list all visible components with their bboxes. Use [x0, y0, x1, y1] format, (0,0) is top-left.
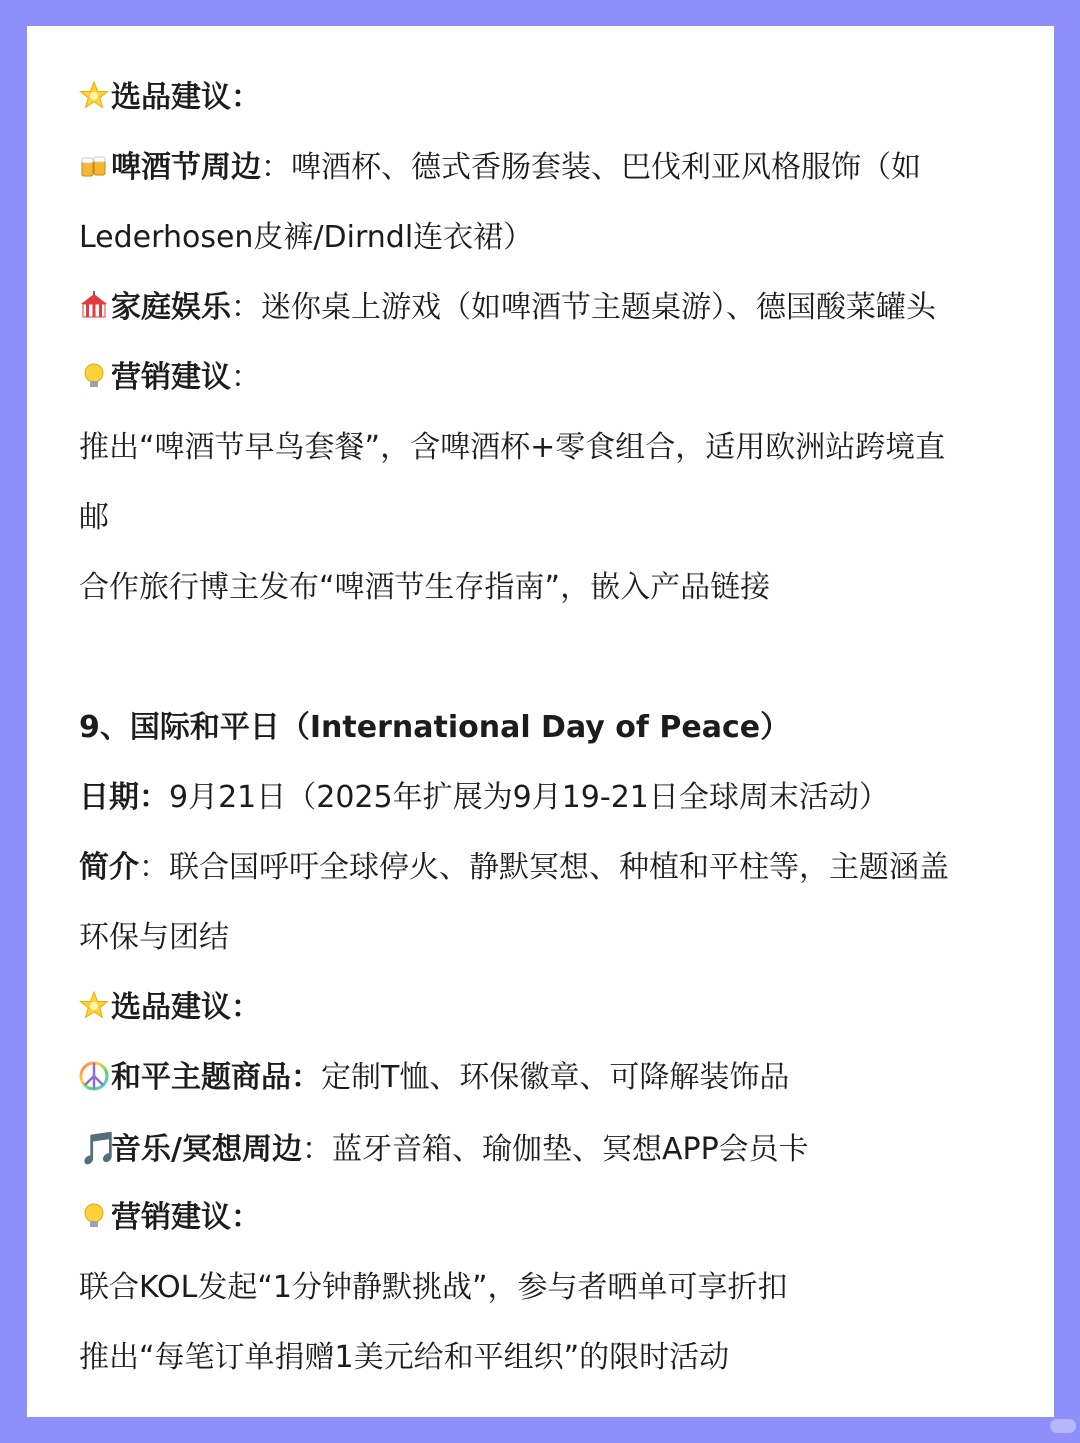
- intro-line: [79, 843, 949, 893]
- watermark-badge: [1050, 1419, 1076, 1433]
- marketing-item-1: 推出“啤酒节早鸟套餐”，含啤酒杯+零食组合，适用欧洲站跨境直: [79, 430, 946, 465]
- content-card: [27, 26, 1054, 1417]
- music-meditation-text: ：蓝牙音箱、瑜伽垫、冥想APP会员卡: [301, 1132, 809, 1167]
- marketing-heading-b: [79, 1193, 261, 1243]
- peace-products-text: 定制T恤、环保徽章、可降解装饰品: [321, 1060, 790, 1095]
- intro-label: 简介: [79, 850, 139, 885]
- beer-peripherals-cont: Lederhosen皮裤/Dirndl连衣裙）: [79, 220, 534, 255]
- selection-heading-b: [79, 983, 261, 1033]
- glowing-star-icon: [79, 991, 109, 1021]
- beer-peripherals-text: ：啤酒杯、德式香肠套装、巴伐利亚风格服饰（如: [261, 150, 921, 185]
- marketing-item-1-cont: 邮: [79, 500, 109, 535]
- glowing-star-icon: [79, 81, 109, 111]
- peace-products-label: 和平主题商品：: [111, 1060, 321, 1095]
- date-label: 日期：: [79, 780, 169, 815]
- date-text: 9月21日（2025年扩展为9月19-21日全球周末活动）: [169, 780, 889, 815]
- beer-peripherals-label: 啤酒节周边: [111, 150, 261, 185]
- intro-text: ：联合国呼吁全球停火、静默冥想、种植和平柱等，主题涵盖: [139, 850, 949, 885]
- section-title: 9、国际和平日（International Day of Peace）: [79, 710, 791, 745]
- light-bulb-icon: [79, 1201, 109, 1231]
- selection-heading-text: 选品建议：: [111, 80, 261, 115]
- light-bulb-icon: [79, 361, 109, 391]
- marketing-heading-b-text: 营销建议：: [111, 1200, 261, 1235]
- family-entertainment-label: 家庭娱乐: [111, 290, 231, 325]
- family-entertainment-line: [79, 283, 936, 333]
- marketing-heading-text: 营销建议: [111, 360, 231, 395]
- music-note-icon: 🎵: [79, 1129, 119, 1167]
- marketing-heading-colon: ：: [231, 360, 261, 395]
- family-entertainment-text: ：迷你桌上游戏（如啤酒节主题桌游）、德国酸菜罐头: [231, 290, 936, 325]
- beer-mugs-icon: [79, 151, 109, 181]
- circus-tent-icon: [79, 291, 109, 321]
- intro-cont: 环保与团结: [79, 920, 229, 955]
- marketing-b-item-2: 推出“每笔订单捐赠1美元给和平组织”的限时活动: [79, 1340, 730, 1375]
- peace-products-line: [79, 1053, 789, 1103]
- beer-peripherals-line: [79, 143, 921, 193]
- marketing-item-2: 合作旅行博主发布“啤酒节生存指南”，嵌入产品链接: [79, 570, 771, 605]
- date-line: [79, 773, 889, 823]
- peace-symbol-icon: [79, 1061, 109, 1091]
- selection-heading-a: [79, 73, 261, 123]
- marketing-b-item-1: 联合KOL发起“1分钟静默挑战”，参与者晒单可享折扣: [79, 1270, 788, 1305]
- music-meditation-label: 音乐/冥想周边: [111, 1132, 302, 1167]
- selection-heading-b-text: 选品建议：: [111, 990, 261, 1025]
- music-meditation-line: [79, 1123, 809, 1173]
- marketing-heading-a: [79, 353, 261, 403]
